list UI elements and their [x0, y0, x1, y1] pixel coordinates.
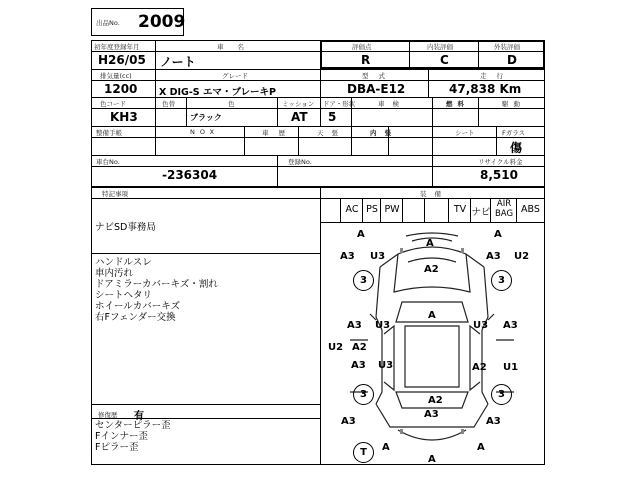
exterior-value: D [507, 53, 517, 67]
rule [155, 97, 156, 126]
damage-mark: A [382, 442, 390, 453]
rule [478, 97, 479, 126]
exterior-label: 外装評価 [494, 43, 520, 51]
rule [428, 69, 429, 97]
equipment-cell [516, 198, 543, 222]
repair-value: 有 [134, 411, 144, 422]
interior-label: 内装評価 [427, 43, 453, 51]
tire-mark: 3 [491, 384, 512, 405]
nox-label: NOX [190, 128, 220, 136]
equipment-row [340, 198, 545, 222]
grade-label: グレード [222, 72, 248, 80]
tire-mark: 3 [491, 270, 512, 291]
remark-line: シートヘタリ [95, 290, 153, 301]
type-label: 型式 [362, 72, 395, 80]
transmission-label: ミッション [282, 100, 315, 108]
rule [277, 97, 278, 126]
equipment-label: 装備 [420, 190, 449, 198]
displacement-value: 1200 [104, 82, 138, 96]
color-value: ブラック [190, 113, 222, 122]
rule [478, 40, 479, 69]
rule [432, 155, 433, 187]
rule [409, 40, 410, 69]
damage-mark: U1 [503, 362, 519, 373]
rule [91, 155, 545, 156]
damage-mark: U2 [328, 342, 344, 353]
seat-label: シート [455, 129, 475, 137]
displacement-label: 排気量(cc) [100, 72, 132, 80]
roof-label: 天張 [317, 129, 346, 137]
recycle-value: 8,510 [480, 168, 518, 182]
remark-line: Fインナー歪 [95, 431, 148, 442]
equipment-item: ナビ [471, 207, 491, 218]
remark-line: 右Fフェンダー交換 [95, 312, 176, 323]
damage-mark: U3 [375, 320, 391, 331]
damage-mark: A [428, 310, 436, 321]
damage-mark: A [477, 442, 485, 453]
damage-mark: A3 [341, 416, 356, 427]
damage-mark: U2 [514, 251, 530, 262]
manual-label: 整備手帳 [96, 129, 122, 137]
equipment-cell [362, 198, 380, 222]
rule [91, 80, 545, 81]
rule [277, 155, 278, 187]
equipment-cell [490, 198, 516, 222]
rule [91, 126, 545, 127]
doors-value: 5 [328, 110, 337, 124]
damage-mark: A2 [352, 342, 367, 353]
equipment-item: PW [384, 204, 400, 215]
rule [155, 69, 156, 97]
remark-line: Fピラー歪 [95, 442, 139, 453]
rule [320, 40, 321, 69]
damage-mark: U3 [378, 360, 394, 371]
rule [244, 126, 245, 155]
mileage-label: 走行 [480, 72, 513, 80]
year-value: H26/05 [98, 53, 146, 67]
equipment-item: ABS [521, 204, 540, 215]
vin-value: -236304 [162, 168, 218, 182]
damage-mark: A3 [340, 251, 355, 262]
rule [298, 126, 299, 155]
tire-mark: T [353, 442, 374, 463]
damage-mark: A2 [472, 362, 487, 373]
exhibit-box [91, 8, 184, 36]
damage-mark: A3 [351, 360, 366, 371]
rule [351, 126, 352, 155]
rule [91, 137, 545, 138]
equipment-cell [448, 198, 470, 222]
equipment-item: PS [366, 204, 378, 215]
remark-line: ドアミラーカバーキズ・割れ [95, 279, 218, 290]
rule [91, 51, 545, 52]
damage-mark: A2 [428, 395, 443, 406]
equipment-cell [380, 198, 402, 222]
inspection-label: 車検 [378, 100, 407, 108]
score-label: 評価点 [352, 43, 372, 51]
color-code-label: 色コード [100, 100, 126, 108]
exhibit-label: 出品No. [96, 19, 120, 27]
rule [496, 126, 497, 155]
exhibit-number: 2009 [138, 12, 186, 32]
interior-value: C [440, 53, 449, 67]
rule [91, 404, 320, 405]
remark-line: ホイールカバーキズ [95, 301, 181, 312]
type-value: DBA-E12 [347, 82, 406, 96]
model-label: 車名 [217, 43, 258, 51]
equipment-cell [470, 198, 490, 222]
damage-mark: A [428, 454, 436, 465]
glass-value: 傷 [510, 141, 523, 155]
tire-mark: 3 [353, 270, 374, 291]
damage-mark: A3 [486, 416, 501, 427]
equipment-cell [402, 198, 424, 222]
rule [320, 97, 321, 126]
damage-mark: U3 [473, 320, 489, 331]
equipment-cell [340, 198, 362, 222]
rule [91, 108, 545, 109]
remark-line: センターピラー歪 [95, 420, 171, 431]
color-code-value: KH3 [110, 110, 138, 124]
equipment-item: TV [453, 204, 467, 215]
damage-mark: A3 [503, 320, 518, 331]
rule [186, 97, 187, 126]
vin-label: 車台No. [96, 158, 120, 166]
color-label: 色 [228, 100, 235, 108]
reg-label: 登録No. [288, 158, 312, 166]
score-value: R [361, 53, 371, 67]
interior-roof-label: 内張 [370, 129, 399, 137]
rule [91, 418, 320, 419]
damage-mark: A2 [424, 264, 439, 275]
remarks-label: 特記事項 [102, 190, 128, 198]
equipment-item: AIR BAG [494, 199, 514, 219]
remark-line: ハンドルスレ [95, 257, 152, 268]
remark-line: ナビSD事務局 [95, 222, 156, 233]
remark-line: 車内汚れ [95, 268, 134, 279]
rule [91, 166, 545, 167]
fuel-label: 燃料 [446, 100, 469, 108]
tire-mark: 3 [353, 384, 374, 405]
repair-label: 修復歴 [98, 411, 118, 419]
damage-mark: U3 [370, 251, 386, 262]
rule [155, 40, 156, 69]
car-history-label: 車歴 [262, 129, 295, 137]
equipment-cell [424, 198, 448, 222]
grade-value: X DIG-S エマ・ブレーキP [159, 87, 277, 98]
damage-mark: A3 [347, 320, 362, 331]
year-label: 初年度登録年月 [94, 43, 140, 51]
color-swap-label: 色替 [162, 100, 175, 108]
rule [432, 126, 433, 155]
mileage-value: 47,838 Km [449, 82, 522, 96]
transmission-value: AT [291, 110, 308, 124]
damage-mark: A3 [424, 409, 439, 420]
rule [432, 97, 433, 126]
drive-label: 駆動 [502, 100, 525, 108]
damage-mark: A3 [486, 251, 501, 262]
recycle-label: リサイクル料金 [478, 158, 523, 166]
damage-mark: A [494, 229, 502, 240]
glass-label: Fガラス [502, 129, 526, 137]
doors-label: ドア・形状 [323, 100, 356, 108]
rule [91, 253, 320, 254]
rule [155, 126, 156, 155]
rule [320, 69, 321, 97]
damage-mark: A [426, 238, 434, 249]
equipment-item: AC [345, 204, 359, 215]
model-value: ノート [160, 55, 196, 69]
damage-mark: A [357, 229, 365, 240]
